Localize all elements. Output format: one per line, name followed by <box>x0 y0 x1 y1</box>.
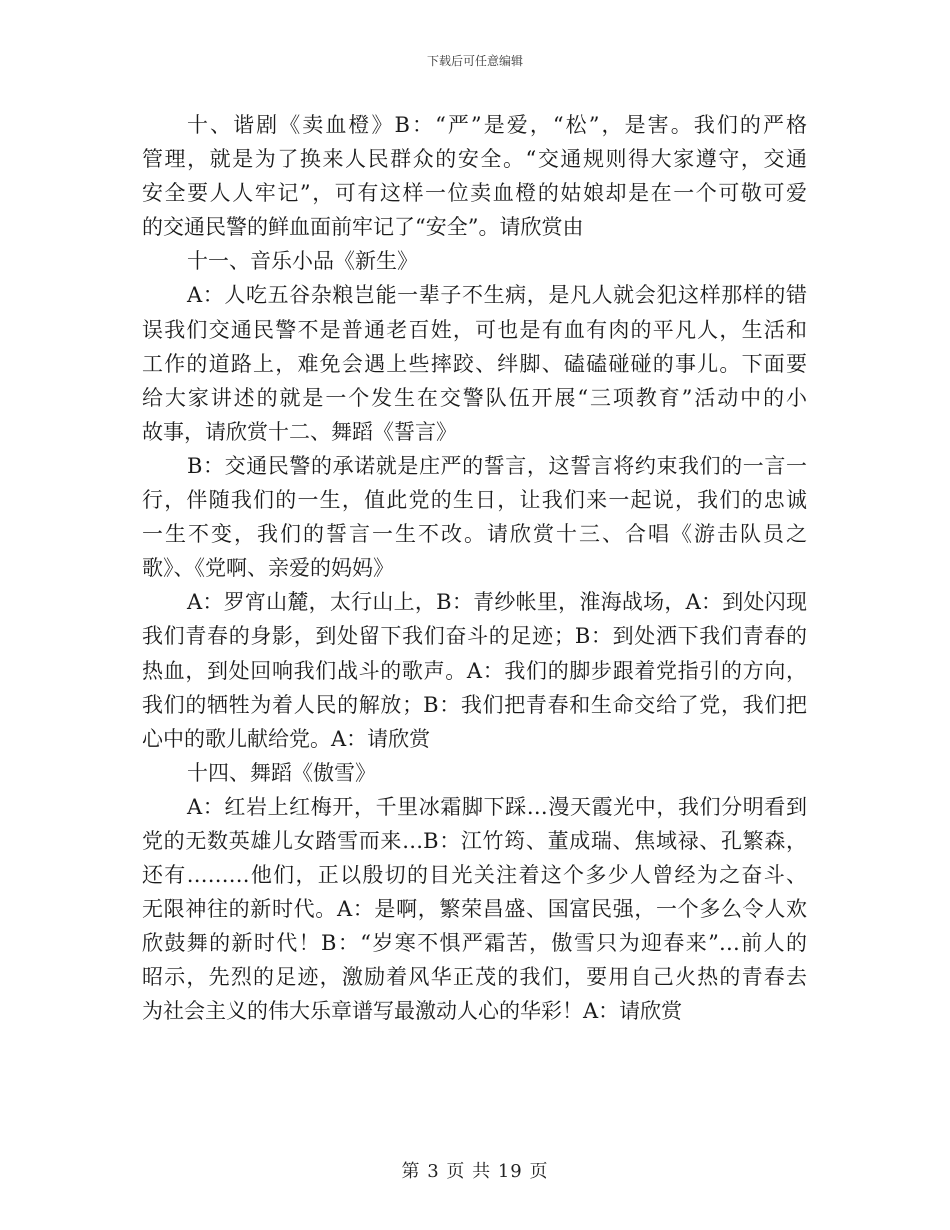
paragraph-line: 一生不变，我们的誓言一生不改。请欣赏十三、合唱《游击队员之 <box>142 522 807 547</box>
paragraph-line: A：红岩上红梅开，千里冰霜脚下踩…漫天霞光中，我们分明看到 <box>187 794 807 819</box>
page-header: 下载后可任意编辑 <box>426 54 523 68</box>
paragraph-line: 歌》、《党啊、亲爱的妈妈》 <box>142 556 394 581</box>
paragraph-line: 误我们交通民警不是普通老百姓，可也是有血有肉的平凡人，生活和 <box>142 317 807 342</box>
paragraph-line: 给大家讲述的就是一个发生在交警队伍开展“三项教育”活动中的小 <box>142 385 807 410</box>
paragraph-line: B：交通民警的承诺就是庄严的誓言，这誓言将约束我们的一言一 <box>187 453 807 478</box>
paragraph-line: 的交通民警的鲜血面前牢记了“安全”。请欣赏由 <box>142 215 584 240</box>
paragraph-line: A：罗宵山麓，太行山上，B：青纱帐里，淮海战场，A：到处闪现 <box>187 590 807 615</box>
paragraph-line: 还有………他们，正以殷切的目光关注着这个多少人曾经为之奋斗、 <box>142 863 807 888</box>
paragraph-line: 我们的牺牲为着人民的解放；B：我们把青春和生命交给了党，我们把 <box>142 692 807 717</box>
paragraph-line: 工作的道路上，难免会遇上些摔跤、绊脚、磕磕碰碰的事儿。下面要 <box>142 351 807 376</box>
paragraph-line: 管理，就是为了换来人民群众的安全。“交通规则得大家遵守，交通 <box>142 147 807 172</box>
paragraph-line: 行，伴随我们的一生，值此党的生日，让我们来一起说，我们的忠诚 <box>142 488 807 513</box>
paragraph-line: 党的无数英雄儿女踏雪而来…B：江竹筠、董成瑞、焦域禄、孔繁森， <box>142 828 807 853</box>
paragraph-line: 昭示，先烈的足迹，激励着风华正茂的我们，要用自己火热的青春去 <box>142 965 807 990</box>
paragraph-line: 无限神往的新时代。A：是啊，繁荣昌盛、国富民强，一个多么令人欢 <box>142 897 807 922</box>
paragraph-line: 故事，请欣赏十二、舞蹈《誓言》 <box>142 419 457 444</box>
paragraph-line: 热血，到处回响我们战斗的歌声。A：我们的脚步跟着党指引的方向， <box>142 658 807 683</box>
paragraph-line: 我们青春的身影，到处留下我们奋斗的足迹；B：到处洒下我们青春的 <box>142 624 807 649</box>
section-heading: 十四、舞蹈《傲雪》 <box>187 760 376 785</box>
page-number: 第 3 页 共 19 页 <box>401 1161 549 1182</box>
section-heading: 十一、音乐小品《新生》 <box>187 249 418 274</box>
paragraph-line: 十、谐剧《卖血橙》B：“严”是爱，“松”，是害。我们的严格 <box>187 113 807 137</box>
document-body <box>142 108 807 1029</box>
paragraph-line: 欣鼓舞的新时代！B：“岁寒不惧严霜苦，傲雪只为迎春来”…前人的 <box>142 931 807 956</box>
paragraph-line: 为社会主义的伟大乐章谱写最激动人心的华彩！A：请欣赏 <box>142 999 683 1024</box>
paragraph-line: 心中的歌儿献给党。A：请欣赏 <box>142 726 431 751</box>
paragraph-line: A：人吃五谷杂粮岂能一辈子不生病，是凡人就会犯这样那样的错 <box>187 283 807 308</box>
paragraph-line: 安全要人人牢记”，可有这样一位卖血橙的姑娘却是在一个可敬可爱 <box>142 181 807 206</box>
